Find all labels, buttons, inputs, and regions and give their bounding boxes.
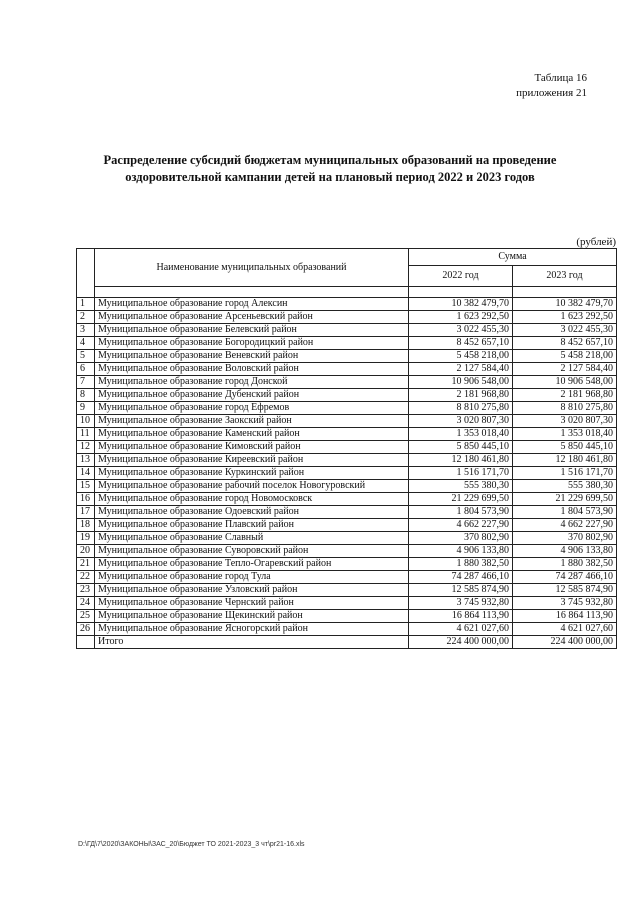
amount-2022: 16 864 113,90 xyxy=(409,610,513,623)
table-row xyxy=(77,597,617,610)
document-title xyxy=(60,152,600,186)
amount-2023: 16 864 113,90 xyxy=(513,610,617,623)
municipality-name: Муниципальное образование Заокский район xyxy=(95,415,409,428)
row-number: 22 xyxy=(77,571,95,584)
municipality-name: Муниципальное образование Каменский район xyxy=(95,428,409,441)
municipality-name: Муниципальное образование город Алексин xyxy=(95,298,409,311)
amount-2022: 8 452 657,10 xyxy=(409,337,513,350)
table-row xyxy=(77,376,617,389)
row-number: 2 xyxy=(77,311,95,324)
amount-2023: 5 458 218,00 xyxy=(513,350,617,363)
municipality-name: Муниципальное образование город Донской xyxy=(95,376,409,389)
amount-2022: 12 180 461,80 xyxy=(409,454,513,467)
title-line-1: Распределение субсидий бюджетам муниципальных образований на проведение xyxy=(103,153,557,167)
table-reference: Таблица 16 xyxy=(534,72,587,84)
table-row xyxy=(77,571,617,584)
row-number: 14 xyxy=(77,467,95,480)
amount-2023: 1 353 018,40 xyxy=(513,428,617,441)
amount-2022: 2 127 584,40 xyxy=(409,363,513,376)
amount-2023: 21 229 699,50 xyxy=(513,493,617,506)
municipality-name: Муниципальное образование Киреевский район xyxy=(95,454,409,467)
amount-2023: 8 452 657,10 xyxy=(513,337,617,350)
amount-2023: 10 382 479,70 xyxy=(513,298,617,311)
amount-2022: 370 802,90 xyxy=(409,532,513,545)
municipality-name: Муниципальное образование Суворовский район xyxy=(95,545,409,558)
row-number: 13 xyxy=(77,454,95,467)
total-num xyxy=(77,636,95,649)
municipality-name: Муниципальное образование Дубенский район xyxy=(95,389,409,402)
amount-2023: 2 181 968,80 xyxy=(513,389,617,402)
amount-2022: 74 287 466,10 xyxy=(409,571,513,584)
municipality-name: Муниципальное образование Щекинский район xyxy=(95,610,409,623)
table-row xyxy=(77,532,617,545)
row-number: 10 xyxy=(77,415,95,428)
amount-2023: 4 662 227,90 xyxy=(513,519,617,532)
table-row xyxy=(77,519,617,532)
header-2023: 2023 год xyxy=(513,266,617,287)
amount-2022: 555 380,30 xyxy=(409,480,513,493)
municipality-name: Муниципальное образование Одоевский район xyxy=(95,506,409,519)
table-row xyxy=(77,480,617,493)
amount-2022: 4 906 133,80 xyxy=(409,545,513,558)
row-number: 5 xyxy=(77,350,95,363)
amount-2023: 555 380,30 xyxy=(513,480,617,493)
header-sum: Сумма xyxy=(409,249,617,266)
municipality-name: Муниципальное образование Белевский район xyxy=(95,324,409,337)
municipality-name: Муниципальное образование Ясногорский район xyxy=(95,623,409,636)
municipality-name: Муниципальное образование город Ефремов xyxy=(95,402,409,415)
table-row xyxy=(77,415,617,428)
amount-2022: 10 906 548,00 xyxy=(409,376,513,389)
table-row xyxy=(77,545,617,558)
amount-2023: 1 880 382,50 xyxy=(513,558,617,571)
amount-2022: 12 585 874,90 xyxy=(409,584,513,597)
amount-2023: 370 802,90 xyxy=(513,532,617,545)
table-row xyxy=(77,350,617,363)
table-row xyxy=(77,402,617,415)
table-row xyxy=(77,298,617,311)
table-row xyxy=(77,493,617,506)
row-number: 15 xyxy=(77,480,95,493)
amount-2022: 21 229 699,50 xyxy=(409,493,513,506)
municipality-name: Муниципальное образование Узловский район xyxy=(95,584,409,597)
amount-2022: 1 623 292,50 xyxy=(409,311,513,324)
amount-2022: 2 181 968,80 xyxy=(409,389,513,402)
table-row xyxy=(77,506,617,519)
amount-2023: 4 906 133,80 xyxy=(513,545,617,558)
row-number: 4 xyxy=(77,337,95,350)
table-row xyxy=(77,311,617,324)
table-row xyxy=(77,428,617,441)
title-line-2: оздоровительной кампании детей на плановый период 2022 и 2023 годов xyxy=(125,170,535,184)
row-number: 24 xyxy=(77,597,95,610)
municipality-name: Муниципальное образование Арсеньевский район xyxy=(95,311,409,324)
amount-2022: 3 022 455,30 xyxy=(409,324,513,337)
municipality-name: Муниципальное образование Чернский район xyxy=(95,597,409,610)
table-row xyxy=(77,389,617,402)
table-row xyxy=(77,584,617,597)
municipality-name: Муниципальное образование Воловский район xyxy=(95,363,409,376)
row-number: 17 xyxy=(77,506,95,519)
municipality-name: Муниципальное образование Кимовский район xyxy=(95,441,409,454)
row-number: 3 xyxy=(77,324,95,337)
header-spacer xyxy=(95,287,409,298)
municipality-name: Муниципальное образование Куркинский район xyxy=(95,467,409,480)
row-number: 26 xyxy=(77,623,95,636)
amount-2023: 4 621 027,60 xyxy=(513,623,617,636)
municipality-name: Муниципальное образование город Тула xyxy=(95,571,409,584)
municipality-name: Муниципальное образование Богородицкий район xyxy=(95,337,409,350)
row-number: 19 xyxy=(77,532,95,545)
amount-2023: 3 022 455,30 xyxy=(513,324,617,337)
amount-2022: 1 353 018,40 xyxy=(409,428,513,441)
table-row xyxy=(77,610,617,623)
table-row xyxy=(77,454,617,467)
amount-2023: 1 623 292,50 xyxy=(513,311,617,324)
table-row xyxy=(77,558,617,571)
row-number: 9 xyxy=(77,402,95,415)
amount-2022: 3 745 932,80 xyxy=(409,597,513,610)
row-number: 20 xyxy=(77,545,95,558)
row-number: 18 xyxy=(77,519,95,532)
row-number: 23 xyxy=(77,584,95,597)
units-label: (рублей) xyxy=(576,236,616,248)
header-spacer xyxy=(409,287,513,298)
table-row xyxy=(77,337,617,350)
row-number: 11 xyxy=(77,428,95,441)
amount-2022: 4 621 027,60 xyxy=(409,623,513,636)
amount-2022: 1 804 573,90 xyxy=(409,506,513,519)
row-number: 12 xyxy=(77,441,95,454)
amount-2022: 4 662 227,90 xyxy=(409,519,513,532)
municipality-name: Муниципальное образование Плавский район xyxy=(95,519,409,532)
file-path-footer: D:\ГД\7\2020\ЗАКОНЫ\ЗАС_20\Бюджет ТО 2021-2023_3 чт\pr21-16.xls xyxy=(78,841,305,848)
row-number: 1 xyxy=(77,298,95,311)
amount-2023: 3 020 807,30 xyxy=(513,415,617,428)
amount-2023: 1 516 171,70 xyxy=(513,467,617,480)
table-row xyxy=(77,467,617,480)
municipality-name: Муниципальное образование рабочий поселок Новогуровский xyxy=(95,480,409,493)
municipality-name: Муниципальное образование город Новомосковск xyxy=(95,493,409,506)
table-row xyxy=(77,363,617,376)
header-name: Наименование муниципальных образований xyxy=(95,249,409,287)
header-2022: 2022 год xyxy=(409,266,513,287)
amount-2022: 10 382 479,70 xyxy=(409,298,513,311)
total-2022: 224 400 000,00 xyxy=(409,636,513,649)
municipality-name: Муниципальное образование Славный xyxy=(95,532,409,545)
amount-2022: 1 880 382,50 xyxy=(409,558,513,571)
subsidy-table xyxy=(76,248,617,649)
appendix-reference: приложения 21 xyxy=(516,87,587,99)
amount-2023: 12 585 874,90 xyxy=(513,584,617,597)
table-row xyxy=(77,441,617,454)
amount-2023: 2 127 584,40 xyxy=(513,363,617,376)
amount-2023: 10 906 548,00 xyxy=(513,376,617,389)
amount-2022: 3 020 807,30 xyxy=(409,415,513,428)
amount-2023: 3 745 932,80 xyxy=(513,597,617,610)
amount-2022: 5 850 445,10 xyxy=(409,441,513,454)
header-spacer xyxy=(513,287,617,298)
row-number: 7 xyxy=(77,376,95,389)
amount-2023: 8 810 275,80 xyxy=(513,402,617,415)
total-2023: 224 400 000,00 xyxy=(513,636,617,649)
header-num-cell xyxy=(77,249,95,298)
municipality-name: Муниципальное образование Тепло-Огаревский район xyxy=(95,558,409,571)
row-number: 25 xyxy=(77,610,95,623)
amount-2022: 8 810 275,80 xyxy=(409,402,513,415)
municipality-name: Муниципальное образование Веневский район xyxy=(95,350,409,363)
amount-2022: 1 516 171,70 xyxy=(409,467,513,480)
amount-2022: 5 458 218,00 xyxy=(409,350,513,363)
table-row xyxy=(77,324,617,337)
row-number: 8 xyxy=(77,389,95,402)
row-number: 21 xyxy=(77,558,95,571)
amount-2023: 5 850 445,10 xyxy=(513,441,617,454)
table-body xyxy=(77,298,617,649)
total-label: Итого xyxy=(95,636,409,649)
total-row xyxy=(77,636,617,649)
table-row xyxy=(77,623,617,636)
document-header-ref xyxy=(516,71,587,101)
row-number: 6 xyxy=(77,363,95,376)
amount-2023: 74 287 466,10 xyxy=(513,571,617,584)
amount-2023: 12 180 461,80 xyxy=(513,454,617,467)
amount-2023: 1 804 573,90 xyxy=(513,506,617,519)
row-number: 16 xyxy=(77,493,95,506)
